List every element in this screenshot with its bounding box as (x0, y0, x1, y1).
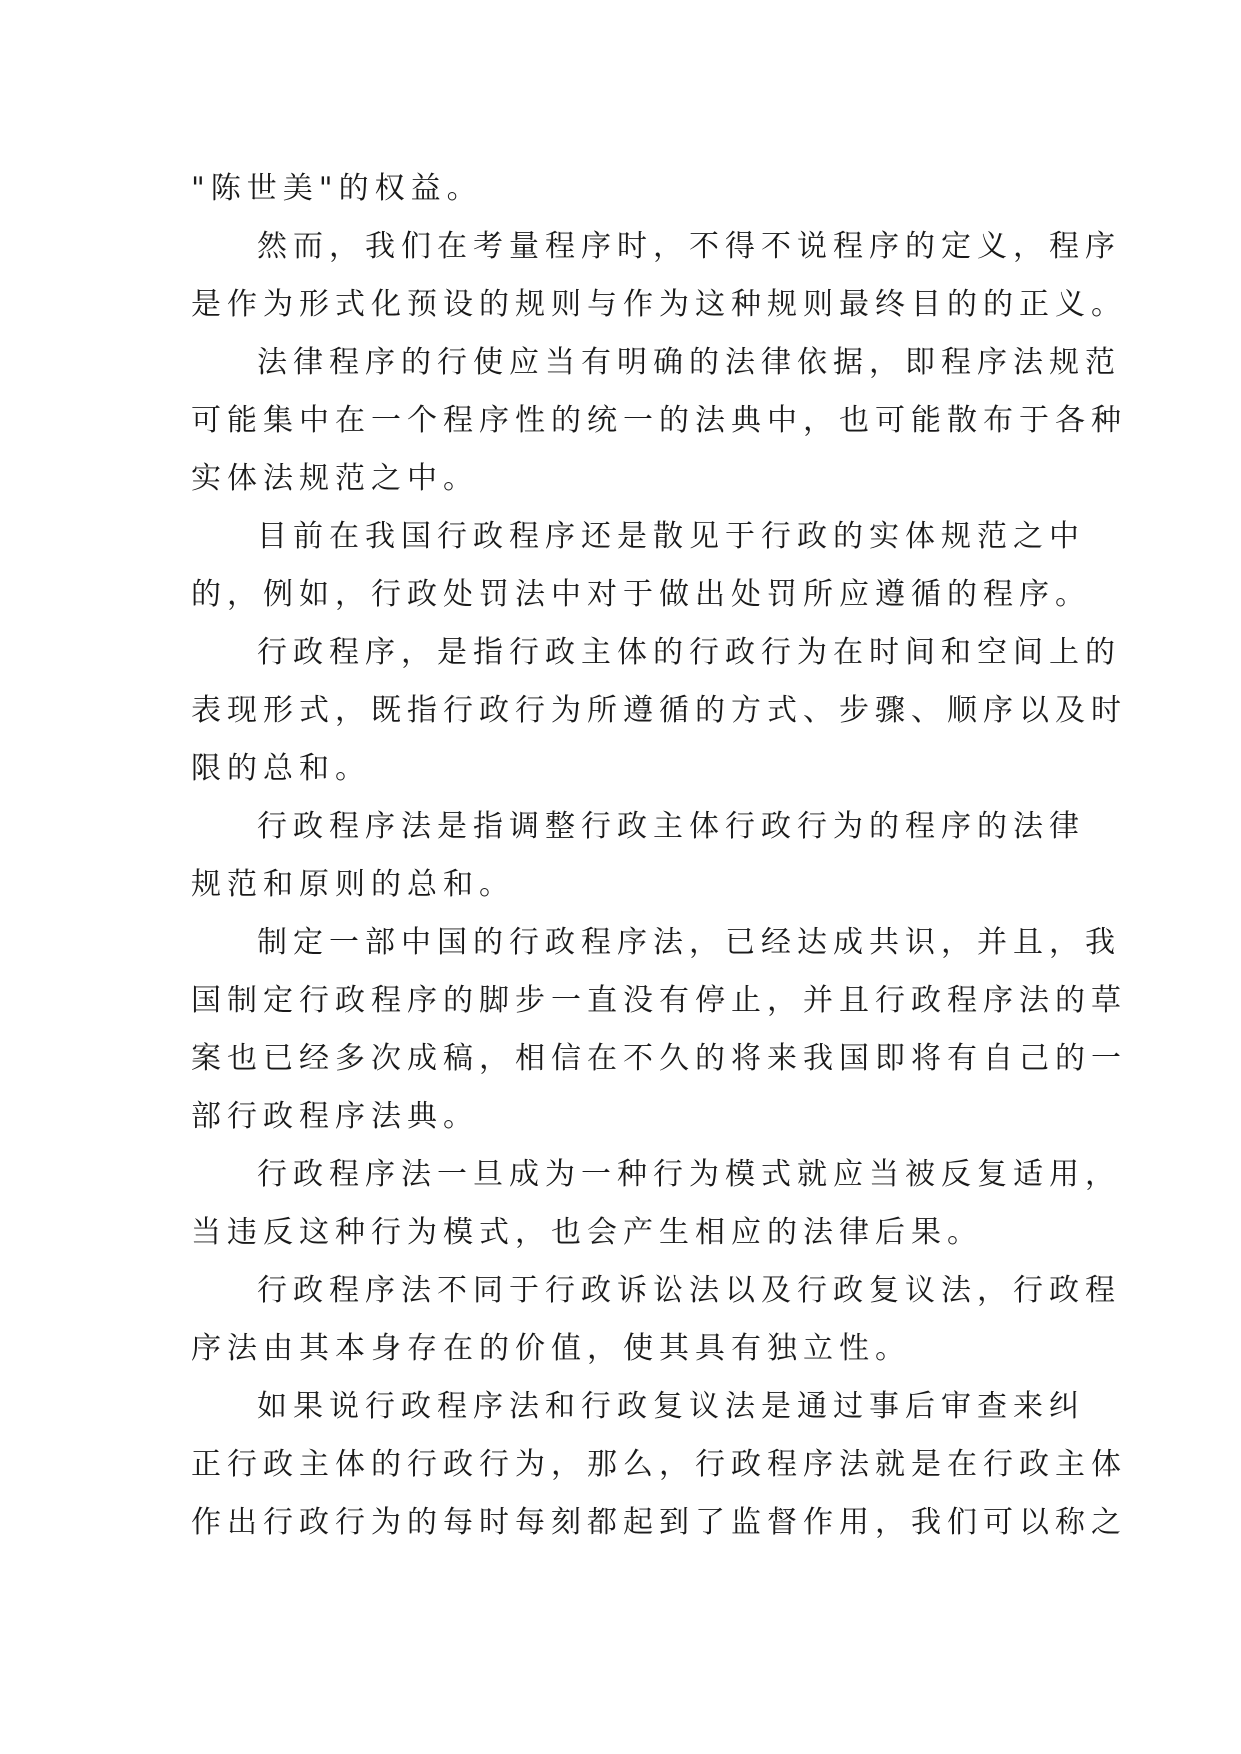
text-line: 行政程序法不同于行政诉讼法以及行政复议法，行政程 (257, 1273, 1121, 1308)
text-line: 制定一部中国的行政程序法，已经达成共识，并且，我 (257, 925, 1121, 960)
text-line: 案也已经多次成稿，相信在不久的将来我国即将有自己的一 (191, 1041, 1127, 1076)
text-line: 国制定行政程序的脚步一直没有停止，并且行政程序法的草 (191, 983, 1127, 1018)
text-line: 序法由其本身存在的价值，使其具有独立性。 (191, 1331, 911, 1366)
text-line: 正行政主体的行政行为，那么，行政程序法就是在行政主体 (191, 1447, 1127, 1482)
text-line: 表现形式，既指行政行为所遵循的方式、步骤、顺序以及时 (191, 693, 1127, 728)
text-line: 行政程序法一旦成为一种行为模式就应当被反复适用， (257, 1157, 1121, 1192)
text-line: 当违反这种行为模式，也会产生相应的法律后果。 (191, 1215, 983, 1250)
text-line: 的，例如，行政处罚法中对于做出处罚所应遵循的程序。 (191, 577, 1091, 612)
text-line: 如果说行政程序法和行政复议法是通过事后审查来纠 (257, 1389, 1085, 1424)
text-line: 限的总和。 (191, 751, 371, 786)
text-line: 目前在我国行政程序还是散见于行政的实体规范之中 (257, 519, 1085, 554)
text-line: 部行政程序法典。 (191, 1099, 479, 1134)
text-line: 可能集中在一个程序性的统一的法典中，也可能散布于各种 (191, 403, 1127, 438)
text-line: 是作为形式化预设的规则与作为这种规则最终目的的正义。 (191, 287, 1127, 322)
text-line: 行政程序法是指调整行政主体行政行为的程序的法律 (257, 809, 1085, 844)
text-line: 作出行政行为的每时每刻都起到了监督作用，我们可以称之 (191, 1505, 1127, 1540)
text-line: 法律程序的行使应当有明确的法律依据，即程序法规范 (257, 345, 1121, 380)
text-line: 规范和原则的总和。 (191, 867, 515, 902)
text-line: 然而，我们在考量程序时，不得不说程序的定义，程序 (257, 229, 1121, 264)
text-line: 行政程序，是指行政主体的行政行为在时间和空间上的 (257, 635, 1121, 670)
document-body (191, 160, 1127, 1552)
text-line: "陈世美"的权益。 (191, 171, 483, 206)
text-line: 实体法规范之中。 (191, 461, 479, 496)
